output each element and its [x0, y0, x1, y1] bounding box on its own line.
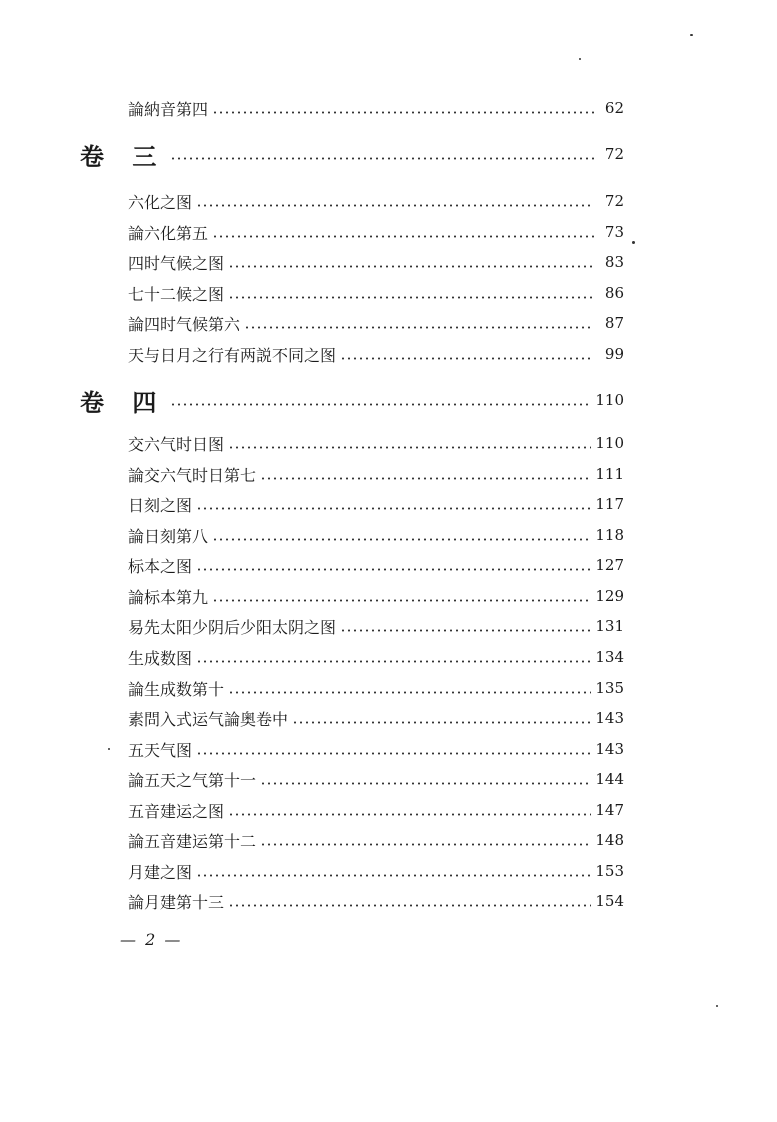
toc-entry-title: 素問入式运气論奥卷中 [128, 709, 289, 729]
print-speck [579, 58, 581, 60]
toc-entry-title: 論納音第四 [128, 99, 209, 119]
dot-leader [170, 157, 594, 160]
dot-leader [212, 235, 594, 238]
dot-leader [196, 874, 591, 877]
toc-entry-page: 118 [595, 526, 624, 544]
dot-leader [228, 446, 591, 449]
toc-entry-page: 143 [595, 709, 624, 727]
toc-entry-page: 129 [595, 587, 624, 605]
toc-entry-title: 論六化第五 [128, 223, 209, 243]
toc-entry-page: 135 [595, 679, 624, 697]
toc-entry[interactable] [128, 430, 624, 456]
toc-entry-title: 易先太阳少阴后少阳太阴之图 [128, 617, 337, 637]
dot-leader [244, 326, 594, 329]
toc-entry[interactable] [128, 827, 624, 853]
toc-entry-title: 論五天之气第十一 [128, 770, 257, 790]
dot-leader [196, 660, 591, 663]
toc-entry-page: 131 [595, 617, 624, 635]
toc-volume-heading[interactable] [80, 387, 624, 417]
dot-leader [196, 507, 591, 510]
print-speck [690, 34, 693, 36]
toc-entry-page: 110 [595, 434, 624, 452]
dot-leader [228, 296, 594, 299]
toc-entry-page: 134 [595, 648, 624, 666]
toc-entry-title: 論交六气时日第七 [128, 465, 257, 485]
toc-entry-title: 論日刻第八 [128, 526, 209, 546]
toc-entry-title: 論五音建运第十二 [128, 831, 257, 851]
toc-entry-page: 86 [604, 284, 624, 302]
toc-entry[interactable] [128, 736, 624, 762]
page-number-footer: — 2 — [120, 930, 183, 949]
toc-entry-title: 六化之图 [128, 192, 193, 212]
toc-entry-title: 七十二候之图 [128, 284, 225, 304]
toc-entry[interactable] [128, 522, 624, 548]
toc-entry-title: 交六气时日图 [128, 434, 225, 454]
dot-leader [340, 629, 591, 632]
toc-entry[interactable] [128, 95, 624, 121]
toc-entry-title: 論四时气候第六 [128, 314, 241, 334]
toc-entry[interactable] [128, 219, 624, 245]
toc-entry-title: 論生成数第十 [128, 679, 225, 699]
volume-title: 卷 三 [80, 141, 167, 171]
volume-page: 72 [604, 145, 624, 163]
dot-leader [212, 538, 591, 541]
toc-entry[interactable] [128, 705, 624, 731]
dot-leader [228, 813, 591, 816]
toc-entry[interactable] [128, 583, 624, 609]
dot-leader [228, 904, 591, 907]
print-speck [632, 241, 635, 244]
toc-entry-page: 127 [595, 556, 624, 574]
toc-entry[interactable] [128, 552, 624, 578]
toc-entry-page: 99 [604, 345, 624, 363]
toc-entry-title: 論标本第九 [128, 587, 209, 607]
print-speck [108, 748, 110, 750]
toc-entry[interactable] [128, 858, 624, 884]
dot-leader [196, 204, 594, 207]
toc-entry-page: 83 [604, 253, 624, 271]
volume-page: 110 [595, 391, 624, 409]
dot-leader [260, 782, 591, 785]
toc-entry-title: 生成数图 [128, 648, 193, 668]
toc-entry-title: 日刻之图 [128, 495, 193, 515]
print-speck [716, 1005, 718, 1007]
toc-entry[interactable] [128, 644, 624, 670]
toc-entry-page: 111 [595, 465, 624, 483]
volume-title: 卷 四 [80, 387, 167, 417]
toc-entry[interactable] [128, 188, 624, 214]
toc-entry-page: 87 [604, 314, 624, 332]
dot-leader [196, 568, 591, 571]
toc-entry[interactable] [128, 461, 624, 487]
toc-entry[interactable] [128, 613, 624, 639]
toc-entry-page: 147 [595, 801, 624, 819]
dot-leader [212, 599, 591, 602]
toc-entry-title: 五音建运之图 [128, 801, 225, 821]
toc-entry[interactable] [128, 675, 624, 701]
toc-entry-page: 148 [595, 831, 624, 849]
toc-entry[interactable] [128, 341, 624, 367]
toc-entry-page: 117 [595, 495, 624, 513]
toc-volume-heading[interactable] [80, 141, 624, 171]
toc-entry-title: 天与日月之行有两説不同之图 [128, 345, 337, 365]
dot-leader [212, 111, 594, 114]
toc-entry[interactable] [128, 491, 624, 517]
toc-entry-page: 153 [595, 862, 624, 880]
toc-entry-page: 62 [604, 99, 624, 117]
dot-leader [340, 357, 594, 360]
toc-entry-title: 月建之图 [128, 862, 193, 882]
toc-entry-page: 73 [604, 223, 624, 241]
toc-entry[interactable] [128, 766, 624, 792]
toc-entry-page: 143 [595, 740, 624, 758]
toc-entry[interactable] [128, 797, 624, 823]
toc-entry-title: 五天气图 [128, 740, 193, 760]
toc-entry[interactable] [128, 280, 624, 306]
toc-entry-page: 154 [595, 892, 624, 910]
toc-entry[interactable] [128, 310, 624, 336]
toc-entry-title: 四时气候之图 [128, 253, 225, 273]
toc-entry[interactable] [128, 249, 624, 275]
dot-leader [292, 721, 591, 724]
dot-leader [260, 477, 591, 480]
toc-entry-page: 144 [595, 770, 624, 788]
toc-entry-title: 論月建第十三 [128, 892, 225, 912]
dot-leader [228, 691, 591, 694]
toc-entry-page: 72 [604, 192, 624, 210]
toc-entry[interactable] [128, 888, 624, 914]
toc-entry-title: 标本之图 [128, 556, 193, 576]
dot-leader [260, 843, 591, 846]
dot-leader [196, 752, 591, 755]
dot-leader [228, 265, 594, 268]
dot-leader [170, 403, 591, 406]
